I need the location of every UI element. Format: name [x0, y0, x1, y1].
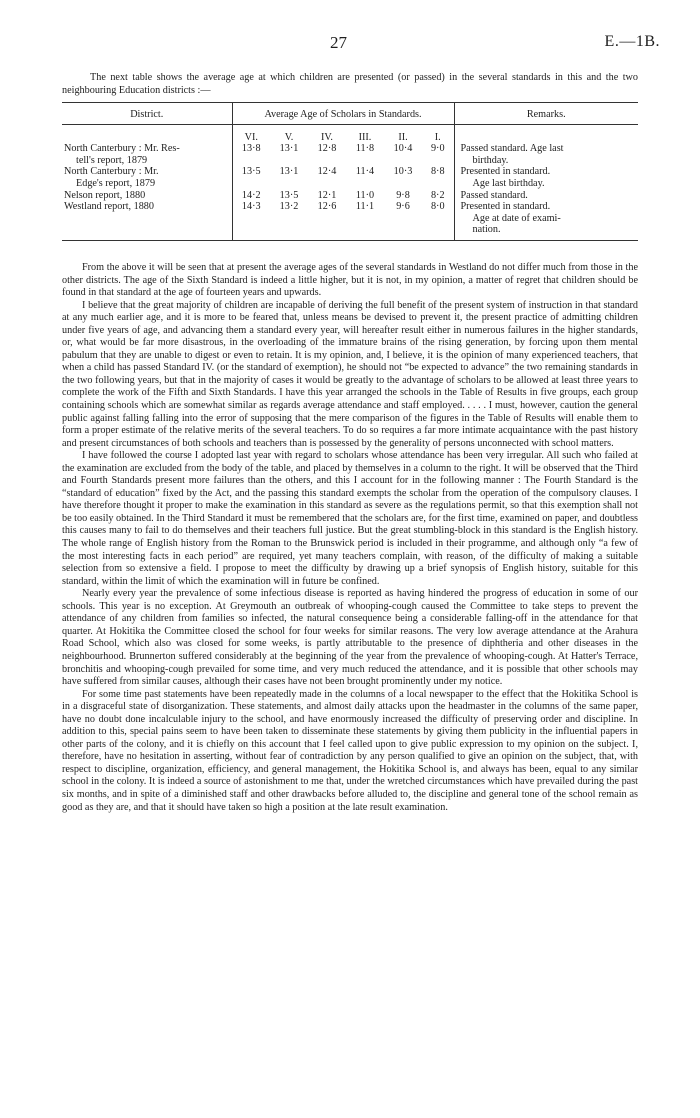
age-cell: 12·6 — [317, 201, 337, 213]
remarks-line: nation. — [472, 224, 501, 236]
age-cell: 14·2 — [232, 190, 270, 202]
age-cell: 13·8 — [232, 143, 270, 166]
header-remarks: Remarks. — [454, 103, 638, 125]
age-cell: 13·5 — [232, 166, 270, 189]
standard-header: VI. — [232, 124, 270, 143]
age-cell: 13·5 — [279, 189, 299, 201]
age-cell: 8·8 — [430, 166, 445, 178]
age-cell: 13·1 — [279, 166, 299, 178]
district-line: Nelson report, 1880 — [64, 189, 146, 201]
age-cell: 9·8 — [396, 189, 410, 201]
age-cell: 10·4 — [393, 143, 413, 155]
age-cell: 11·1 — [355, 201, 375, 213]
remarks-cell — [454, 166, 638, 189]
standard-header: IV. — [321, 131, 333, 143]
remarks-line: Passed standard. — [460, 189, 528, 201]
age-cell: 11·0 — [355, 189, 375, 201]
remarks-line: Age at date of exami- — [472, 212, 561, 224]
body-paragraph: From the above it will be seen that at present the average ages of the several standards in Westland do not differ much from those in the other districts. The age of the Sixth Standard is indeed a little higher, but it is not, in my opinion, a matter of regret that children should be found in that standard at the age of fourteen years and upwards. — [62, 262, 638, 299]
district-line: North Canterbury : Mr. Res- — [64, 143, 180, 155]
district-line: Westland report, 1880 — [64, 201, 154, 213]
page-number: 27 — [330, 33, 347, 52]
standard-header: V. — [284, 131, 294, 143]
table-row — [62, 201, 638, 240]
table-row — [62, 143, 638, 166]
remarks-cell — [454, 143, 638, 166]
age-cell: 14·3 — [232, 201, 270, 240]
age-cell: 11·4 — [355, 166, 375, 178]
age-cell: 10·3 — [393, 166, 413, 178]
body-paragraph: I believe that the great majority of children are incapable of deriving the full benefit of the present system of instruction in that standard at any much earlier age, and it is more to be feared that, unless means be devised to prevent it, the present practice of admitting children under five years of age, and advancing them a standard every year, will hereafter result either in numerous failures in the higher standards, or, what would be far more disastrous, in the overloading of the immature brains of the rising generation, by forcing upon them mental pabulum that they are unable to digest or even to retain. It is my opinion, and, I believe, it is the opinion of many experienced teachers, that when a child has passed Standard IV. (or the standard of exemption), he should not “be expected to advance” the two remaining standards in the two following years, but that in the majority of cases it would be greatly to the advantage of scholars to be allowed at least three years to complete the work of the Fifth and Sixth Standards. I have this year arranged the schools in the Table of Results in five groups, each group containing schools which are somewhat similar as regards average attendance and staff employed. . . . . I must, however, caution the general public against falling falling into the error of supposing that the mere comparison of the figures in the Table of Results will enable them to form a proper estimate of the relative merits of the several teachers. To do so requires a far more intimate acquaintance with the past history and present circumstances of both schools and teachers than is possessed by the generality of persons unconnected with school matters. — [62, 299, 638, 449]
age-cell: 12·1 — [317, 189, 337, 201]
age-cell: 11·8 — [355, 143, 375, 155]
district-cell — [62, 166, 232, 189]
district-cell — [62, 201, 232, 240]
remarks-cell — [454, 201, 638, 240]
document-reference: E.—1B. — [604, 33, 660, 50]
age-cell: 8·0 — [430, 201, 445, 213]
district-line: tell's report, 1879 — [76, 154, 148, 166]
header-district: District. — [130, 109, 164, 120]
age-cell: 8·2 — [430, 189, 445, 201]
standard-header: III. — [358, 131, 372, 143]
district-cell — [62, 143, 232, 166]
remarks-line: birthday. — [472, 154, 509, 166]
remarks-line: Passed standard. Age last — [460, 143, 564, 155]
intro-paragraph — [62, 71, 638, 97]
intro-text: The next table shows the average age at which children are presented (or passed) in the several standards in this and the two neighbouring Education districts :— — [62, 72, 638, 96]
remarks-line: Presented in standard. — [460, 166, 551, 178]
table-row — [62, 190, 638, 202]
body-paragraph: Nearly every year the prevalence of some infectious disease is reported as having hindered the progress of education in some of our schools. This year is no exception. At Greymouth an outbreak of whooping-cough caused the Committee to take steps to prevent the attendance of any children from families so infected, the natural consequence being a considerable falling-off in the attendance for that quarter. At Hokitika the Committee closed the school for four weeks for similar reasons. The very low average attendance at the Arahura Road School, which also was closed for some weeks, is partly attributable to the presence of diphtheria and other diseases in the neighbourhood. Brunnerton suffered considerably at the beginning of the year from the prevalence of whooping-cough. At Hatter's Terrace, bronchitis and whooping-cough prevailed for some time, and very much reduced the attendance, and it is possible that other schools may have suffered from similar causes, although their cases have not been brought prominently under my notice. — [62, 588, 638, 688]
district-line: Edge's report, 1879 — [76, 177, 156, 189]
body-paragraph: I have followed the course I adopted last year with regard to scholars whose attendance has been very irregular. All such who failed at the examination are excluded from the body of the table, and placed by themselves in a column to the right. It will be observed that the Third and Fourth Standards present more failures than the others, and this I account for in the following manner : The Fourth Standard is the “standard of education” fixed by the Act, and the passing this standard exempts the scholar from the operation of the compulsory clauses. I have therefore thought it proper to make the examination in this standard as severe as the regulations permit, so that this exemption shall not be too easily obtained. In the Third Standard it must be remembered that the scholars are, for the first time, examined on paper, and doubtless this causes many to fail to do themselves and their teachers full justice. But the great stumbling-block in this standard is the English history. The whole range of English history from the Roman to the Brunswick period is included in their programme, and although only “a few of the most interesting facts in each period” are required, yet many teachers complain, with reason, of the difficulty of making a suitable selection from so extensive a field. I propose to meet the difficulty by drawing up a brief synopsis of English history, suitable for this standard, within the limit of which the examination will in future be confined. — [62, 450, 638, 587]
remarks-cell — [454, 190, 638, 202]
district-line: North Canterbury : Mr. — [64, 166, 159, 178]
header-average-age: Average Age of Scholars in Standards. — [232, 103, 454, 125]
age-cell: 12·4 — [317, 166, 337, 178]
table-row — [62, 166, 638, 189]
district-cell — [62, 190, 232, 202]
remarks-line: Presented in standard. — [460, 201, 551, 213]
report-body — [62, 262, 638, 814]
standard-header: I. — [434, 131, 441, 143]
standard-header: II. — [398, 131, 408, 143]
remarks-line: Age last birthday. — [472, 177, 545, 189]
average-age-table — [62, 102, 638, 241]
age-cell: 13·1 — [279, 143, 299, 155]
age-cell: 13·2 — [279, 201, 299, 213]
body-paragraph: For some time past statements have been repeatedly made in the columns of a local newspaper to the effect that the Hokitika School is in a disgraceful state of disorganization. These statements, and almost daily attacks upon the headmaster in the columns of the same paper, have no doubt done incalculable injury to the school, and have enormously increased the difficulty of preserving order and discipline. In addition to this, special pains seem to have been taken to disseminate these statements by giving them publicity in the influential papers in other parts of the colony, and it is chiefly on this account that I feel called upon to give public expression to my opinion on the subject. I, therefore, have no hesitation in asserting, without fear of contradiction by any person qualified to give an opinion on the subject, that, with respect to discipline, organization, efficiency, and general management, the Hokitika School is, and always has been, equal to any similar school in the colony. It is indeed a source of astonishment to me that, under the wretched circumstances which have prevailed during the past six months, and in spite of a diminished staff and other drawbacks before alluded to, the discipline and general tone of the school remain as good as they are, and that it should have taken so high a position at the late result examination. — [62, 688, 638, 813]
age-cell: 9·6 — [396, 201, 410, 213]
age-cell: 9·0 — [430, 143, 445, 155]
age-cell: 12·8 — [317, 143, 337, 155]
